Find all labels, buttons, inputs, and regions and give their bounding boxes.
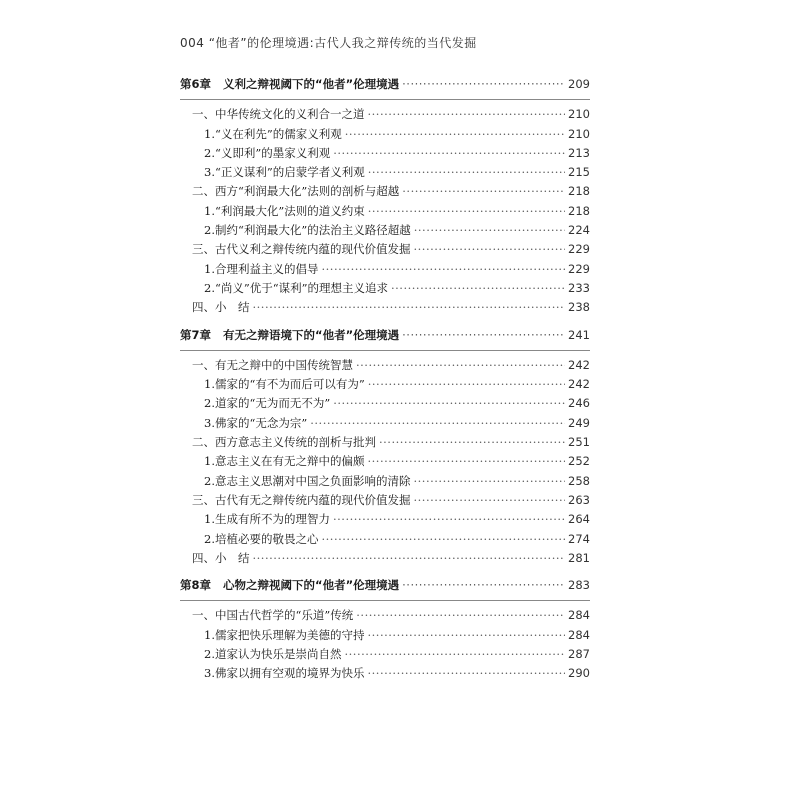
entry-title: 二、西方“利润最大化”法则的剖析与超越 <box>192 184 400 199</box>
leader-dots <box>414 223 565 237</box>
toc-subsection-row[interactable] <box>180 145 590 164</box>
toc-section-row[interactable] <box>180 241 590 260</box>
entry-title: 一、中国古代哲学的“乐道”传统 <box>192 608 354 623</box>
toc-subsection-row[interactable] <box>180 415 590 434</box>
leader-dots <box>368 107 566 121</box>
page-number: 246 <box>568 396 590 411</box>
leader-dots <box>333 512 565 526</box>
chapter-divider <box>180 350 590 351</box>
toc-subsection-row[interactable] <box>180 376 590 395</box>
entry-title: 2.培植必要的敬畏之心 <box>204 531 319 546</box>
chapter-number: 第8章 <box>180 578 212 593</box>
page-number: 252 <box>568 454 590 469</box>
leader-dots <box>367 666 565 680</box>
leader-dots <box>345 127 565 141</box>
toc-subsection-row[interactable] <box>180 126 590 145</box>
entry-title: 二、西方意志主义传统的剖析与批判 <box>192 435 376 450</box>
page-number: 284 <box>568 627 590 642</box>
toc-subsection-row[interactable] <box>180 395 590 414</box>
entry-title: 一、有无之辩中的中国传统智慧 <box>192 357 353 372</box>
toc-section-row[interactable] <box>180 106 590 125</box>
page-number: 218 <box>568 203 590 218</box>
leader-dots <box>368 204 565 218</box>
leader-dots <box>356 608 565 622</box>
entry-title: 3.“正义谋利”的启蒙学者义利观 <box>204 165 365 180</box>
entry-title: 三、古代有无之辩传统内蕴的现代价值发掘 <box>192 492 411 507</box>
page-number: 210 <box>568 107 590 122</box>
entry-title: 1.意志主义在有无之辩中的偏颇 <box>204 454 365 469</box>
leader-dots <box>379 435 565 449</box>
entry-title: 四、小 结 <box>192 300 250 315</box>
leader-dots <box>356 358 565 372</box>
page-number: 213 <box>568 145 590 160</box>
page-number: 215 <box>568 165 590 180</box>
entry-title: 三、古代义利之辩传统内蕴的现代价值发掘 <box>192 242 411 257</box>
leader-dots <box>368 165 565 179</box>
page-number: 238 <box>568 300 590 315</box>
toc-subsection-row[interactable] <box>180 164 590 183</box>
chapter-number: 第6章 <box>180 77 212 91</box>
toc-section-row[interactable] <box>180 607 590 626</box>
page-number: 249 <box>568 415 590 430</box>
chapter-divider <box>180 99 590 100</box>
page-number: 218 <box>568 184 590 199</box>
leader-dots <box>367 454 565 468</box>
leader-dots <box>391 281 565 295</box>
entry-title: 1.生成有所不为的理智力 <box>204 512 330 527</box>
leader-dots <box>402 578 565 592</box>
page-number: 251 <box>568 435 590 450</box>
toc-section-row[interactable] <box>180 550 590 569</box>
toc-subsection-row[interactable] <box>180 261 590 280</box>
entry-title: 2.道家的“无为而无不为” <box>204 396 331 411</box>
page-number: 264 <box>568 512 590 527</box>
toc-chapter-row[interactable] <box>180 327 590 346</box>
entry-title: 1.儒家把快乐理解为美德的守持 <box>204 627 365 642</box>
page-number: 224 <box>568 223 590 238</box>
chapter-title: 有无之辩语境下的“他者”伦理境遇 <box>223 327 400 342</box>
toc-subsection-row[interactable] <box>180 646 590 665</box>
leader-dots <box>321 262 565 276</box>
toc-section-row[interactable] <box>180 434 590 453</box>
chapter-spacer <box>180 569 590 577</box>
page-number: 287 <box>568 647 590 662</box>
leader-dots <box>414 493 566 507</box>
toc-subsection-row[interactable] <box>180 665 590 684</box>
page-number: 258 <box>568 473 590 488</box>
toc-subsection-row[interactable] <box>180 473 590 492</box>
page-number: 242 <box>568 377 590 392</box>
leader-dots <box>344 647 565 661</box>
leader-dots <box>253 300 566 314</box>
toc-subsection-row[interactable] <box>180 627 590 646</box>
toc-section-row[interactable] <box>180 183 590 202</box>
leader-dots <box>413 474 565 488</box>
entry-title: 2.制约“利润最大化”的法治主义路径超越 <box>204 223 411 238</box>
leader-dots <box>367 628 565 642</box>
running-head: 004 “他者”的伦理境遇:古代人我之辩传统的当代发掘 <box>180 36 477 50</box>
toc-subsection-row[interactable] <box>180 280 590 299</box>
leader-dots <box>310 416 565 430</box>
chapter-spacer <box>180 319 590 327</box>
leader-dots <box>402 77 565 91</box>
page-number: 283 <box>568 578 590 593</box>
page-number: 290 <box>568 666 590 681</box>
chapter-number: 第7章 <box>180 327 212 342</box>
entry-title: 1.合理利益主义的倡导 <box>204 261 319 276</box>
entry-title: 一、中华传统文化的义利合一之道 <box>192 107 365 122</box>
entry-title: 3.佛家以拥有空观的境界为快乐 <box>204 666 365 681</box>
entry-title: 2.“尚义”优于“谋利”的理想主义追求 <box>204 280 388 295</box>
chapter-title: 义利之辩视阈下的“他者”伦理境遇 <box>223 77 400 91</box>
table-of-contents <box>180 76 590 685</box>
leader-dots <box>368 377 565 391</box>
page-number: 263 <box>568 492 590 507</box>
leader-dots <box>414 242 566 256</box>
toc-subsection-row[interactable] <box>180 222 590 241</box>
page-number: 209 <box>568 77 590 91</box>
page-number: 229 <box>568 261 590 276</box>
toc-section-row[interactable] <box>180 492 590 511</box>
page-number: 274 <box>568 531 590 546</box>
leader-dots <box>253 551 566 565</box>
page-number: 241 <box>568 327 590 342</box>
toc-subsection-row[interactable] <box>180 511 590 530</box>
toc-section-row[interactable] <box>180 357 590 376</box>
entry-title: 1.“义在利先”的儒家义利观 <box>204 126 342 141</box>
entry-title: 1.“利润最大化”法则的道义约束 <box>204 203 365 218</box>
entry-title: 四、小 结 <box>192 550 250 565</box>
toc-chapter-row[interactable] <box>180 76 590 95</box>
leader-dots <box>402 328 565 342</box>
chapter-title: 心物之辩视阈下的“他者”伦理境遇 <box>223 578 400 593</box>
toc-chapter-row[interactable] <box>180 577 590 596</box>
toc-subsection-row[interactable] <box>180 453 590 472</box>
page-number: 284 <box>568 608 590 623</box>
leader-dots <box>402 184 565 198</box>
page-number: 233 <box>568 280 590 295</box>
toc-section-row[interactable] <box>180 299 590 318</box>
entry-title: 2.“义即利”的墨家义利观 <box>204 145 331 160</box>
entry-title: 2.意志主义思潮对中国之负面影响的清除 <box>204 473 411 488</box>
chapter-divider <box>180 600 590 601</box>
leader-dots <box>321 532 565 546</box>
entry-title: 3.佛家的“无念为宗” <box>204 415 308 430</box>
entry-title: 1.儒家的“有不为而后可以有为” <box>204 377 365 392</box>
page-number: 210 <box>568 126 590 141</box>
page-number: 281 <box>568 550 590 565</box>
page-number: 242 <box>568 357 590 372</box>
toc-subsection-row[interactable] <box>180 531 590 550</box>
leader-dots <box>333 396 565 410</box>
entry-title: 2.道家认为快乐是崇尚自然 <box>204 647 342 662</box>
page-number: 229 <box>568 242 590 257</box>
toc-subsection-row[interactable] <box>180 203 590 222</box>
leader-dots <box>333 146 565 160</box>
